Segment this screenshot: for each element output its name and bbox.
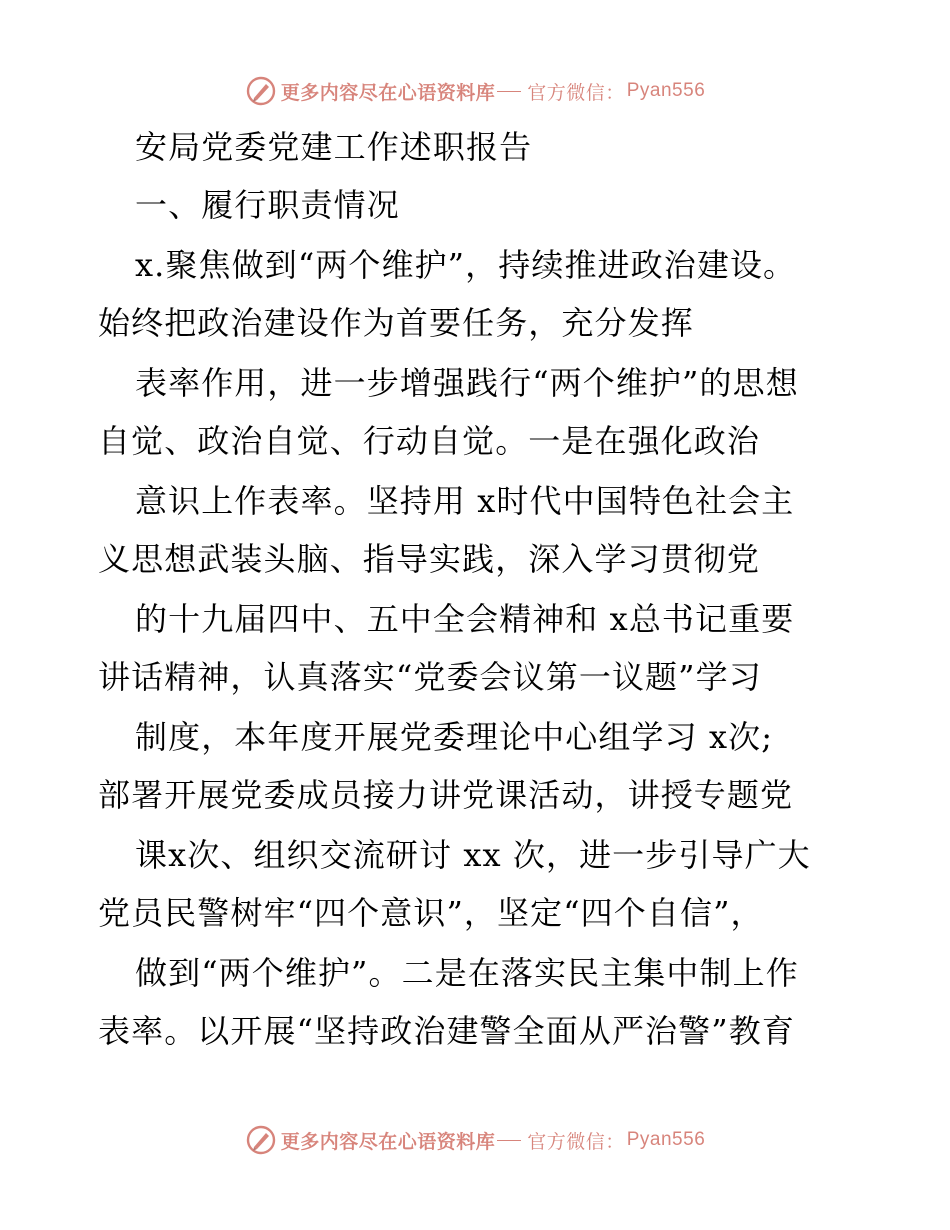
paragraph-line: 表率作用，进一步增强践行“两个维护”的思想: [135, 364, 799, 402]
paragraph-line: 制度，本年度开展党委理论中心组学习 x次;: [135, 718, 774, 756]
paragraph-line: 意识上作表率。坚持用 x时代中国特色社会主: [135, 482, 795, 520]
paragraph-line: 表率。以开展“坚持政治建警全面从严治警”教育: [98, 1012, 795, 1050]
paragraph-line: 的十九届四中、五中全会精神和 x总书记重要: [135, 600, 795, 638]
paragraph-line: 讲话精神，认真落实“党委会议第一议题”学习: [98, 658, 762, 696]
paragraph-line: 做到“两个维护”。二是在落实民主集中制上作: [135, 954, 799, 992]
paragraph-line: 部署开展党委成员接力讲党课活动，讲授专题党: [98, 776, 794, 814]
watermark-text: 更多内容尽在心语资料库: [280, 1130, 496, 1153]
paragraph-line: 义思想武装头脑、指导实践，深入学习贯彻党: [98, 540, 761, 578]
document-title: 安局党委党建工作述职报告: [135, 128, 533, 166]
pen-logo-icon: [245, 75, 277, 107]
paragraph-line: x.聚焦做到“两个维护”，持续推进政治建设。: [135, 246, 797, 284]
watermark-official-label: 官方微信：: [527, 1130, 625, 1153]
paragraph-line: 课x次、组织交流研讨 xx 次，进一步引导广大: [135, 836, 811, 874]
watermark-text: 更多内容尽在心语资料库: [280, 81, 496, 104]
watermark-separator: [497, 1140, 521, 1141]
paragraph-line: 始终把政治建设作为首要任务，充分发挥: [98, 304, 694, 342]
pen-logo-icon: [245, 1124, 277, 1156]
watermark-wechat-id: Pyan556: [626, 1129, 706, 1150]
paragraph-line: 党员民警树牢“四个意识”，坚定“四个自信”，: [98, 894, 764, 932]
watermark-separator: [497, 91, 521, 92]
paragraph-line: 自觉、政治自觉、行动自觉。一是在强化政治: [98, 422, 761, 460]
watermark-wechat-id: Pyan556: [626, 80, 706, 101]
watermark-official-label: 官方微信：: [527, 81, 625, 104]
watermark-header: [0, 74, 950, 108]
watermark-footer: [0, 1123, 950, 1157]
section-heading: 一、履行职责情况: [135, 186, 400, 224]
